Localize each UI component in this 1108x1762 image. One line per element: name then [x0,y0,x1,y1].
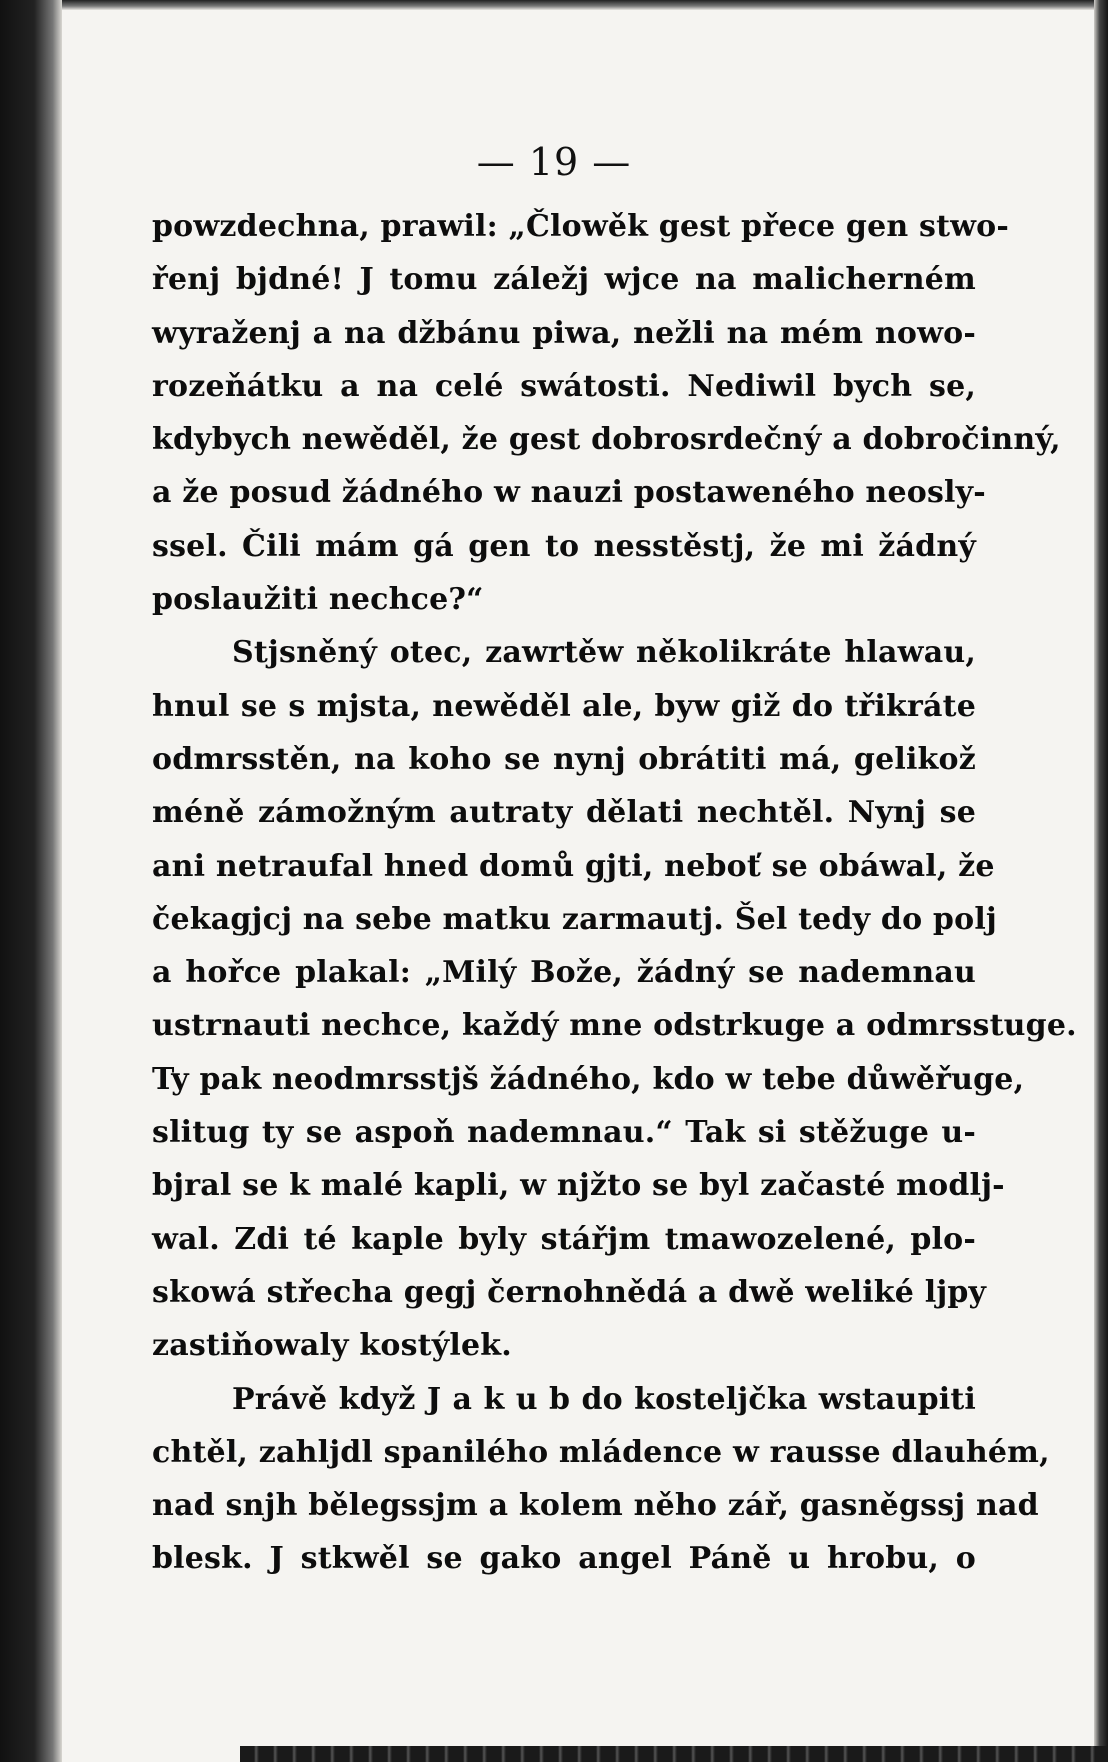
text-line: zastiňowaly kostýlek. [152,1328,512,1364]
text-line: a hořce plakal: „Milý Bože, žádný se nademnau [152,955,976,991]
text-line: čekagjcj na sebe matku zarmautj. Šel tedy do polj [152,901,997,937]
text-line: ani netraufal hned domů gjti, neboť se obáwal, že [152,848,995,884]
text-line: hnul se s mjsta, newěděl ale, byw giž do třikráte [152,688,976,724]
text-line: a že posud žádného w nauzi postaweného neosly- [152,475,986,511]
text-line: powzdechna, prawil: „Člowěk gest přece gen stwo- [152,209,1010,244]
text-line: Stjsněný otec, zawrtěw několikráte hlawau, [232,635,976,671]
text-line: řenj bjdné! J tomu záležj wjce na malicherném [152,262,976,298]
text-line: wal. Zdi té kaple byly stářjm tmawozelené, plo- [152,1221,976,1257]
scan-edge-bottom [240,1746,1108,1762]
text-line: chtěl, zahljdl spanilého mládence w rausse dlauhém, [152,1434,1050,1470]
text-line: Právě když J a k u b do kosteljčka wstaupiti [232,1381,976,1417]
text-line: ustrnauti nechce, každý mne odstrkuge a odmrsstuge. [152,1008,1077,1044]
text-line: nad snjh bělegssjm a kolem něho zář, gasněgssj nad [152,1488,1039,1524]
text-line: méně zámožným autraty dělati nechtěl. Nynj se [152,795,976,831]
text-line: bjral se k malé kapli, w njžto se byl začasté modlj- [152,1168,1005,1204]
text-line: Ty pak neodmrsstjš žádného, kdo w tebe důwěřuge, [152,1061,1025,1097]
text-line: blesk. J stkwěl se gako angel Páně u hrobu, o [152,1541,976,1577]
scan-edge-left [0,0,62,1762]
scan-edge-top [0,0,1108,10]
text-line: ssel. Čili mám gá gen to nesstěstj, že mi žádný [152,528,976,564]
text-line: poslaužiti nechce?“ [152,582,484,618]
body-text [152,200,1077,1586]
text-line: slitug ty se aspoň nademnau.“ Tak si stěžuge u- [152,1115,976,1151]
scan-edge-right [1094,0,1108,1762]
text-line: rozeňátku a na celé swátosti. Nediwil bych se, [152,368,976,404]
text-line: odmrsstěn, na koho se nynj obrátiti má, gelikož [152,741,976,777]
text-line: skowá střecha gegj černohnědá a dwě weliké ljpy [152,1274,987,1310]
page-number: — 19 — [476,140,632,184]
text-line: wyraženj a na džbánu piwa, nežli na mém nowo- [152,315,976,351]
text-line: kdybych newěděl, že gest dobrosrdečný a dobročinný, [152,422,1061,458]
